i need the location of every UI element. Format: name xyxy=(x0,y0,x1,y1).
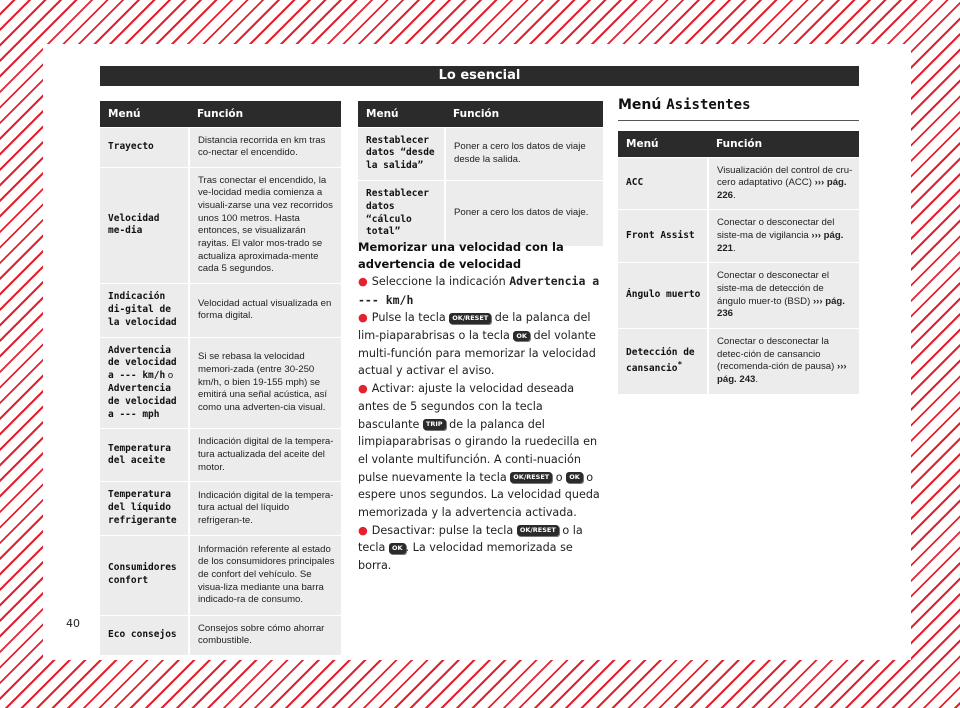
menu-cell: Detección de cansancio* xyxy=(618,329,708,395)
table-row xyxy=(100,127,341,167)
page-reference-link[interactable]: ››› pág. 243 xyxy=(717,361,847,386)
column-header-menu: Menú xyxy=(100,101,189,127)
column-header-function: Función xyxy=(708,131,859,157)
table-row xyxy=(618,329,859,395)
optional-marker: * xyxy=(677,359,683,369)
menu-cell: Ángulo muerto xyxy=(618,263,708,329)
menu-or-text: o xyxy=(165,370,174,382)
display-option: Advertencia a --- km/h xyxy=(358,274,600,307)
bullet-icon: ● xyxy=(358,311,368,325)
function-cell: Indicación digital de la tempera-tura actual del líquido refrigeran-te. xyxy=(189,482,341,535)
list-item: ● Desactivar: pulse la tecla OK/RESET o la tecla OK . La velocidad memorizada se borra. xyxy=(358,523,583,572)
page-number: 40 xyxy=(66,617,80,630)
column-header-function: Función xyxy=(445,101,603,127)
function-cell: Conectar o desconectar la detec-ción de cansancio (recomenda-ción de pausa) ››› pág. 243. xyxy=(708,329,859,395)
table-row xyxy=(358,180,603,246)
function-cell: Indicación digital de la tempera-tura actualizada del aceite del motor. xyxy=(189,429,341,482)
table-row xyxy=(618,210,859,263)
function-cell: Conectar o desconectar del siste-ma de vigilancia ››› pág. 221. xyxy=(708,210,859,263)
function-cell: Información referente al estado de los consumidores principales de confort del vehículo. Se visua-liza mediante una barra indicado-ra de consumo. xyxy=(189,535,341,615)
trip-data-table xyxy=(100,101,341,656)
menu-cell: Trayecto xyxy=(100,127,189,167)
menu-option-kmh: Advertencia de velocidad a --- km/h xyxy=(108,344,177,382)
menu-cell: Velocidad me-dia xyxy=(100,167,189,283)
menu-cell: Consumidores confort xyxy=(100,535,189,615)
table-row xyxy=(618,263,859,329)
function-cell: Visualización del control de cru-cero adaptativo (ACC) ››› pág. 226. xyxy=(708,157,859,210)
function-cell: Conectar o desconectar el siste-ma de detección de ángulo muer-to (BSD) ››› pág. 236 xyxy=(708,263,859,329)
ok-reset-key-icon: OK/RESET xyxy=(449,313,491,324)
header-title: Lo esencial xyxy=(438,68,521,83)
page-reference-link[interactable]: ››› pág. 221 xyxy=(717,230,844,254)
menu-cell: Temperatura del aceite xyxy=(100,429,189,482)
assistants-menu-title: Menú Asistentes xyxy=(618,97,859,121)
table-row xyxy=(618,157,859,210)
table-row xyxy=(100,429,341,482)
page-reference-link[interactable]: ››› pág. 236 xyxy=(717,295,845,320)
table-row xyxy=(100,615,341,655)
table-row xyxy=(100,284,341,337)
trip-key-icon: TRIP xyxy=(423,419,446,430)
ok-key-icon: OK xyxy=(389,543,406,554)
ok-reset-key-icon: OK/RESET xyxy=(517,525,559,536)
list-item: ● Seleccione la indicación Advertencia a --- km/h xyxy=(358,274,600,307)
menu-option-mph: Advertencia de velocidad a --- mph xyxy=(108,382,177,420)
menu-cell: Restablecer datos “cálculo total” xyxy=(358,180,445,246)
table-row xyxy=(358,127,603,180)
menu-cell: Eco consejos xyxy=(100,615,189,655)
reset-data-table xyxy=(358,101,603,247)
instruction-list xyxy=(358,272,603,575)
menu-cell: Temperatura del líquido refrigerante xyxy=(100,482,189,535)
menu-cell: Indicación di-gital de la velocidad xyxy=(100,284,189,337)
function-cell: Consejos sobre cómo ahorrar combustible. xyxy=(189,615,341,655)
assistants-table xyxy=(618,131,859,395)
menu-cell: Front Assist xyxy=(618,210,708,263)
table-row xyxy=(100,535,341,615)
table-row xyxy=(100,167,341,283)
section-heading: Memorizar una velocidad con la advertencia de velocidad xyxy=(358,240,564,272)
function-cell: Distancia recorrida en km tras co-nectar el encendido. xyxy=(189,127,341,167)
function-cell: Velocidad actual visualizada en forma digital. xyxy=(189,284,341,337)
ok-key-icon: OK xyxy=(566,472,583,483)
bullet-icon: ● xyxy=(358,275,368,288)
column-header-menu: Menú xyxy=(618,131,708,157)
bullet-icon: ● xyxy=(358,523,368,537)
table-row xyxy=(100,482,341,535)
column-header-menu: Menú xyxy=(358,101,445,127)
ok-key-icon: OK xyxy=(513,331,530,342)
function-cell: Poner a cero los datos de viaje desde la salida. xyxy=(445,127,603,180)
ok-reset-key-icon: OK/RESET xyxy=(510,472,552,483)
table-row xyxy=(100,337,341,429)
page-reference-link[interactable]: ››› pág. 226 xyxy=(717,177,847,201)
list-item: ● Pulse la tecla OK/RESET de la palanca del lim-piaparabrisas o la tecla OK del volante multi-función para memorizar la velocidad actual y activar el aviso. xyxy=(358,311,596,378)
list-item: ● Activar: ajuste la velocidad deseada antes de 5 segundos con la tecla basculante TRIP de la palanca del limpiaparabrisas o girando la ruedecilla en el volante multifunción. A conti-nuación pulse nuevamente la tecla OK/RESET o OK o espere unos segundos. La velocidad queda memorizada y la advertencia activada. xyxy=(358,382,600,519)
menu-cell: ACC xyxy=(618,157,708,210)
column-header-function: Función xyxy=(189,101,341,127)
menu-cell: Restablecer datos “desde la salida” xyxy=(358,127,445,180)
bullet-icon: ● xyxy=(358,382,368,396)
function-cell: Poner a cero los datos de viaje. xyxy=(445,180,603,246)
function-cell: Si se rebasa la velocidad memori-zada (entre 30-250 km/h, o bien 19-155 mph) se emitirá una señal acústica, así como una adverten-cia visual. xyxy=(189,337,341,429)
page-header xyxy=(100,66,859,86)
function-cell: Tras conectar el encendido, la ve-locidad media comienza a visuali-zarse una vez recorridos unos 100 metros. Hasta entonces, se visualizarán rayitas. El valor mos-trado se actualiza aproximada-mente cada 5 segundos. xyxy=(189,167,341,283)
menu-cell xyxy=(100,337,189,429)
